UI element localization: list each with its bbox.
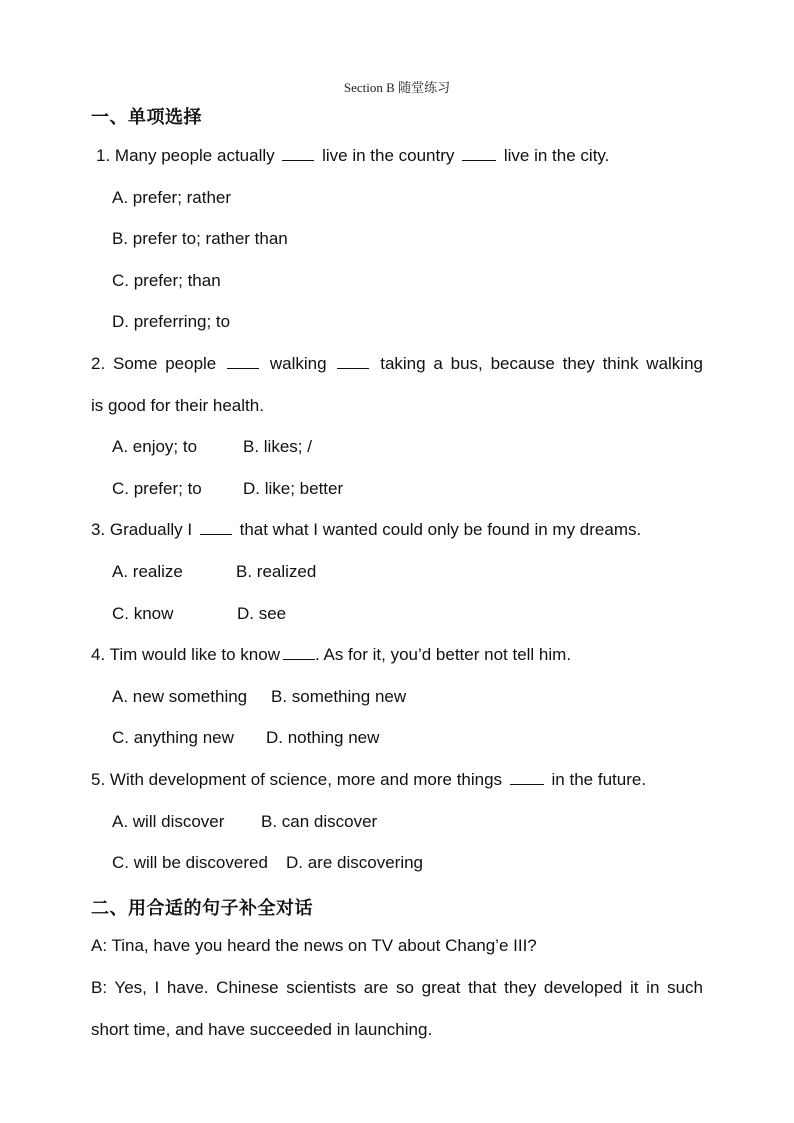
question-text: With development of science, more and more things	[109, 770, 503, 789]
option-b: B. likes; /	[243, 437, 312, 456]
question-text: . As for it, you’d better not tell him.	[314, 645, 572, 664]
option-b: B. realized	[236, 562, 317, 581]
option-c: C. anything new	[112, 728, 234, 747]
answer-blank	[510, 770, 544, 785]
question-number: 2.	[91, 354, 106, 373]
answer-blank	[227, 354, 259, 369]
question-number: 3.	[91, 520, 106, 539]
question-3	[91, 520, 641, 540]
answer-blank	[462, 146, 496, 161]
question-text: Many people actually	[114, 146, 275, 165]
answer-blank	[282, 146, 314, 161]
dialogue-line: short time, and have succeeded in launching.	[91, 1020, 433, 1039]
option-b: B. can discover	[261, 812, 378, 831]
question-text: live in the city.	[503, 146, 610, 165]
question-text: live in the country	[322, 146, 455, 165]
section-2-title: 二、用合适的句子补全对话	[91, 898, 313, 919]
section-1-title: 一、单项选择	[91, 107, 202, 128]
option-d: D. see	[237, 604, 287, 623]
page-header: Section B 随堂练习	[343, 80, 451, 95]
option-a: A. new something	[112, 687, 248, 706]
question-text: walking	[269, 354, 327, 373]
dialogue-line: B: Yes, I have. Chinese scientists are so great that they developed it in such	[91, 978, 703, 997]
option-a: A. prefer; rather	[112, 188, 232, 207]
option-d: D. like; better	[243, 479, 344, 498]
question-number: 4.	[91, 645, 106, 664]
question-text: in the future.	[551, 770, 647, 789]
option-c: C. will be discovered	[112, 853, 268, 872]
option-b: B. something new	[271, 687, 407, 706]
option-a: A. will discover	[112, 812, 225, 831]
option-d: D. are discovering	[286, 853, 424, 872]
question-2-continued: is good for their health.	[91, 396, 264, 415]
question-text: Gradually I	[109, 520, 193, 539]
question-2	[91, 354, 703, 374]
question-number: 5.	[91, 770, 106, 789]
answer-blank	[283, 645, 315, 660]
option-a: A. enjoy; to	[112, 437, 198, 456]
option-c: C. prefer; to	[112, 479, 202, 498]
answer-blank	[200, 520, 232, 535]
option-b: B. prefer to; rather than	[112, 229, 288, 248]
question-text: Some people	[113, 354, 217, 373]
question-1	[96, 146, 609, 166]
question-number: 1.	[96, 146, 111, 165]
answer-blank	[337, 354, 369, 369]
option-c: C. prefer; than	[112, 271, 221, 290]
option-d: D. nothing new	[266, 728, 380, 747]
question-text: Tim would like to know	[109, 645, 280, 664]
question-5	[91, 770, 646, 790]
option-d: D. preferring; to	[112, 312, 231, 331]
question-text: taking a bus, because they think walking	[380, 354, 703, 373]
dialogue-line: A: Tina, have you heard the news on TV about Chang’e III?	[91, 936, 537, 955]
option-a: A. realize	[112, 562, 183, 581]
option-c: C. know	[112, 604, 174, 623]
question-4	[91, 645, 571, 665]
question-text: that what I wanted could only be found in my dreams.	[239, 520, 642, 539]
